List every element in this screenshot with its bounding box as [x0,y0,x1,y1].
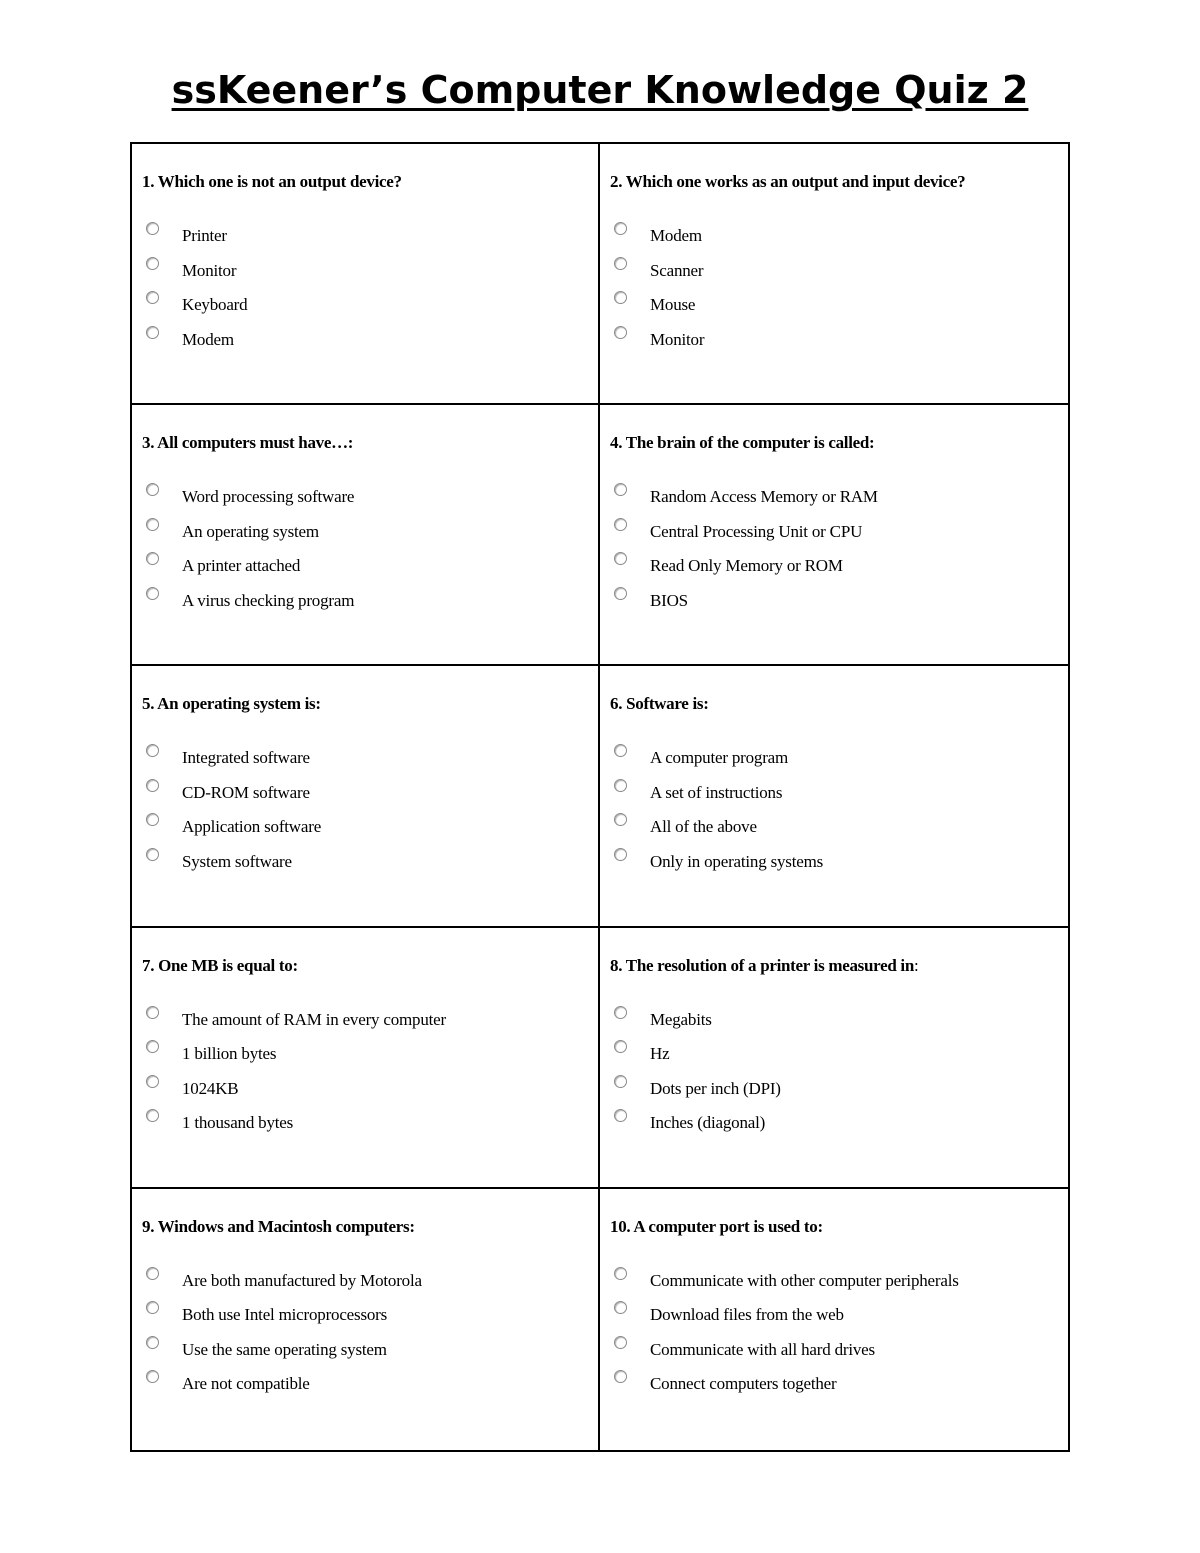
option-label: A printer attached [182,556,301,576]
question-card [132,928,600,1189]
radio-button[interactable] [614,291,627,304]
answer-option[interactable] [142,779,588,814]
radio-button[interactable] [146,587,159,600]
answer-option[interactable] [142,1040,588,1075]
option-label: Integrated software [182,748,310,768]
answer-option[interactable] [142,1109,588,1144]
option-label: Monitor [650,329,705,349]
option-label: Dots per inch (DPI) [650,1078,781,1098]
answer-option[interactable] [610,779,1058,814]
option-label: Both use Intel microprocessors [182,1305,388,1325]
question-text: 7. One MB is equal to: [142,955,298,975]
answer-option[interactable] [610,1370,1058,1405]
radio-button[interactable] [614,813,627,826]
option-label: A virus checking program [182,590,355,610]
answer-option[interactable] [142,257,588,292]
radio-button[interactable] [614,1006,627,1019]
answer-option[interactable] [610,483,1058,518]
radio-button[interactable] [614,848,627,861]
question-text: 2. Which one works as an output and input device? [610,172,966,191]
answer-option[interactable] [142,1075,588,1110]
question-card [600,928,1068,1189]
radio-button[interactable] [146,222,159,235]
question-text: 8. The resolution of a printer is measured in: [610,955,919,975]
answer-option[interactable] [610,744,1058,779]
option-label: Modem [182,329,234,349]
question-card [600,144,1068,405]
radio-button[interactable] [146,1301,159,1314]
radio-button[interactable] [614,552,627,565]
answer-option[interactable] [142,587,588,622]
radio-button[interactable] [146,1040,159,1053]
answer-option[interactable] [142,1301,588,1336]
option-label: Word processing software [182,487,355,507]
option-label: Application software [182,817,322,837]
answer-option[interactable] [610,326,1058,361]
radio-button[interactable] [614,1267,627,1280]
answer-option[interactable] [610,552,1058,587]
answer-option[interactable] [142,222,588,257]
option-label: All of the above [650,817,757,837]
radio-button[interactable] [146,744,159,757]
answer-option[interactable] [610,257,1058,292]
question-text: 1. Which one is not an output device? [142,172,402,191]
option-label: Modem [650,226,702,245]
radio-button[interactable] [614,1109,627,1122]
option-label: An operating system [182,521,319,541]
question-card [132,1189,600,1450]
radio-button[interactable] [146,518,159,531]
radio-button[interactable] [614,222,627,235]
radio-button[interactable] [614,1040,627,1053]
option-label: Monitor [182,260,237,280]
option-label: Printer [182,226,227,245]
question-card [600,1189,1068,1450]
radio-button[interactable] [146,291,159,304]
radio-button[interactable] [146,813,159,826]
radio-button[interactable] [146,1336,159,1349]
radio-button[interactable] [614,1336,627,1349]
question-card [132,666,600,927]
answer-option[interactable] [142,1267,588,1302]
answer-option[interactable] [142,552,588,587]
answer-option[interactable] [610,587,1058,622]
radio-button[interactable] [614,518,627,531]
answer-option[interactable] [610,222,1058,257]
radio-button[interactable] [614,1075,627,1088]
radio-button[interactable] [146,1370,159,1383]
option-label: A set of instructions [650,782,783,802]
radio-button[interactable] [146,483,159,496]
answer-option[interactable] [610,1267,1058,1302]
radio-button[interactable] [614,1370,627,1383]
question-text: 5. An operating system is: [142,694,321,714]
radio-button[interactable] [614,1301,627,1314]
radio-button[interactable] [614,587,627,600]
page-title: ssKeener’s Computer Knowledge Quiz 2 [171,68,1029,112]
radio-button[interactable] [146,1006,159,1019]
option-label: Central Processing Unit or CPU [650,521,863,541]
answer-option[interactable] [610,813,1058,848]
option-label: CD-ROM software [182,782,310,802]
answer-option[interactable] [142,848,588,883]
question-text: 6. Software is: [610,694,709,714]
option-label: Only in operating systems [650,851,824,871]
option-label: Communicate with all hard drives [650,1339,875,1359]
question-card [600,405,1068,666]
answer-option[interactable] [610,848,1058,883]
radio-button[interactable] [614,257,627,270]
option-label: Download files from the web [650,1305,844,1325]
option-label: Inches (diagonal) [650,1113,766,1133]
radio-button[interactable] [146,848,159,861]
option-label: A computer program [650,748,789,768]
option-label: Keyboard [182,295,248,314]
option-label: 1 thousand bytes [182,1113,294,1133]
answer-option[interactable] [142,483,588,518]
option-label: Read Only Memory or ROM [650,556,843,576]
answer-option[interactable] [142,1006,588,1041]
answer-option[interactable] [610,1301,1058,1336]
quiz-grid [130,142,1070,1452]
option-label: BIOS [650,590,688,610]
answer-option[interactable] [142,1336,588,1371]
answer-option[interactable] [610,1040,1058,1075]
radio-button[interactable] [146,1267,159,1280]
answer-option[interactable] [610,1075,1058,1110]
answer-option[interactable] [610,1109,1058,1144]
radio-button[interactable] [614,483,627,496]
answer-option[interactable] [142,1370,588,1405]
option-label: Communicate with other computer peripherals [650,1270,959,1290]
radio-button[interactable] [146,1075,159,1088]
answer-option[interactable] [610,518,1058,553]
radio-button[interactable] [146,257,159,270]
option-label: Mouse [650,295,696,314]
question-text: 9. Windows and Macintosh computers: [142,1216,415,1236]
radio-button[interactable] [146,1109,159,1122]
answer-option[interactable] [142,518,588,553]
question-card [132,144,600,405]
radio-button[interactable] [146,326,159,339]
question-text: 10. A computer port is used to: [610,1216,823,1236]
answer-option[interactable] [610,1336,1058,1371]
question-card [132,405,600,666]
answer-option[interactable] [610,1006,1058,1041]
answer-option[interactable] [142,291,588,326]
option-label: Use the same operating system [182,1339,387,1359]
radio-button[interactable] [614,779,627,792]
radio-button[interactable] [614,744,627,757]
option-label: Are not compatible [182,1374,310,1394]
answer-option[interactable] [142,744,588,779]
option-label: 1 billion bytes [182,1044,277,1064]
answer-option[interactable] [610,291,1058,326]
radio-button[interactable] [146,552,159,565]
option-label: System software [182,851,292,871]
option-label: Random Access Memory or RAM [650,487,878,507]
question-card [600,666,1068,927]
option-label: Megabits [650,1009,712,1029]
question-text: 4. The brain of the computer is called: [610,433,875,453]
option-label: Connect computers together [650,1374,837,1394]
option-label: Hz [650,1044,670,1064]
radio-button[interactable] [614,326,627,339]
option-label: Are both manufactured by Motorola [182,1270,422,1290]
radio-button[interactable] [146,779,159,792]
question-text: 3. All computers must have…: [142,433,354,453]
answer-option[interactable] [142,326,588,361]
option-label: The amount of RAM in every computer [182,1009,446,1029]
option-label: Scanner [650,260,704,280]
option-label: 1024KB [182,1078,239,1098]
answer-option[interactable] [142,813,588,848]
